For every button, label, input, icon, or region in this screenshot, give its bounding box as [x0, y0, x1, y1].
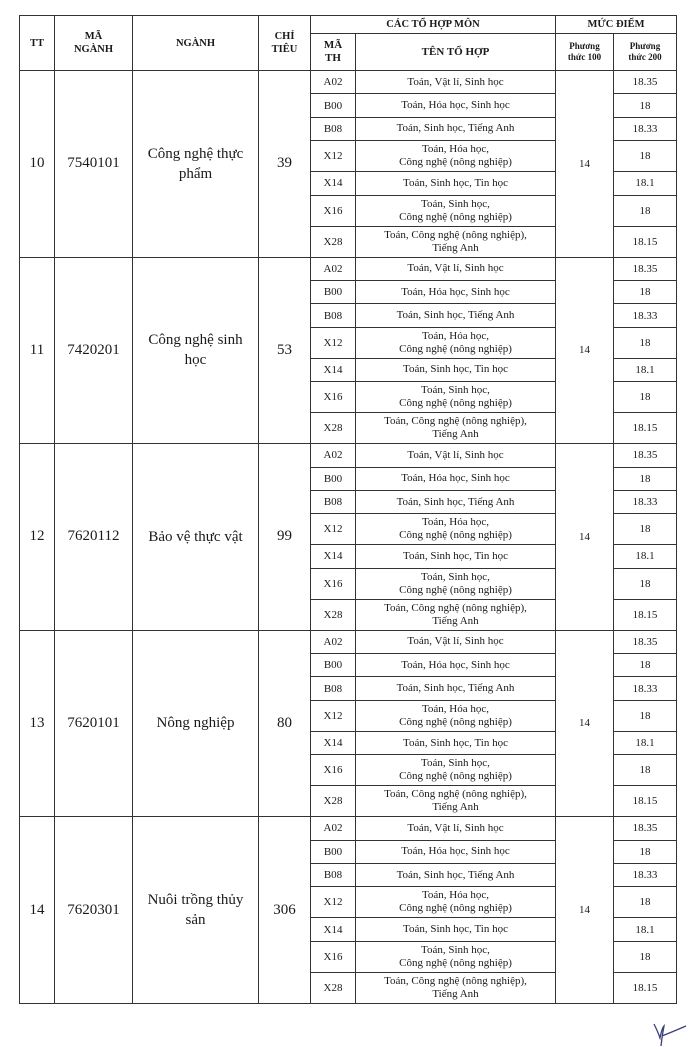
table-row — [20, 630, 677, 653]
table-row — [20, 71, 677, 94]
ten-to-hop-cell: Toán, Sinh học, Tiếng Anh — [356, 304, 556, 327]
nganh-cell: Nuôi trồng thủy sản — [133, 817, 259, 1004]
ten-to-hop-cell: Toán, Sinh học, Tin học — [356, 358, 556, 381]
ma-to-hop-cell: X16 — [311, 941, 356, 972]
table-row — [20, 817, 677, 840]
ten-to-hop-cell: Toán, Sinh học, Tiếng Anh — [356, 117, 556, 140]
pt200-cell: 18.35 — [614, 630, 677, 653]
header-chi-tieu: CHỈ TIÊU — [259, 16, 311, 71]
pt200-cell: 18.33 — [614, 117, 677, 140]
ten-to-hop-cell: Toán, Hóa học, Công nghệ (nông nghiệp) — [356, 327, 556, 358]
pt200-cell: 18 — [614, 94, 677, 117]
ma-to-hop-cell: B00 — [311, 654, 356, 677]
ten-to-hop-cell: Toán, Công nghệ (nông nghiệp), Tiếng Anh — [356, 226, 556, 257]
ma-to-hop-cell: B00 — [311, 280, 356, 303]
pt200-cell: 18 — [614, 327, 677, 358]
pt200-cell: 18.33 — [614, 864, 677, 887]
ma-to-hop-cell: X14 — [311, 545, 356, 568]
ma-to-hop-cell: X28 — [311, 786, 356, 817]
ma-to-hop-cell: X16 — [311, 382, 356, 413]
ma-to-hop-cell: B00 — [311, 94, 356, 117]
ma-to-hop-cell: B08 — [311, 304, 356, 327]
ma-to-hop-cell: X16 — [311, 755, 356, 786]
ten-to-hop-cell: Toán, Hóa học, Công nghệ (nông nghiệp) — [356, 887, 556, 918]
pt200-cell: 18.1 — [614, 918, 677, 941]
pt200-cell: 18 — [614, 382, 677, 413]
ten-to-hop-cell: Toán, Công nghệ (nông nghiệp), Tiếng Anh — [356, 972, 556, 1003]
pt200-cell: 18 — [614, 700, 677, 731]
ten-to-hop-cell: Toán, Hóa học, Sinh học — [356, 467, 556, 490]
ma-to-hop-cell: A02 — [311, 257, 356, 280]
header-ma-nganh: MÃ NGÀNH — [55, 16, 133, 71]
ma-to-hop-cell: A02 — [311, 444, 356, 467]
pt200-cell: 18.15 — [614, 972, 677, 1003]
ten-to-hop-cell: Toán, Hóa học, Sinh học — [356, 840, 556, 863]
ten-to-hop-cell: Toán, Hóa học, Sinh học — [356, 94, 556, 117]
pt200-cell: 18.35 — [614, 71, 677, 94]
ma-to-hop-cell: A02 — [311, 71, 356, 94]
nganh-cell: Công nghệ sinh học — [133, 257, 259, 444]
ma-to-hop-cell: B08 — [311, 677, 356, 700]
ma-to-hop-cell: X12 — [311, 514, 356, 545]
pt200-cell: 18 — [614, 467, 677, 490]
chi-tieu-cell: 53 — [259, 257, 311, 444]
header-ma-th: MÃ TH — [311, 34, 356, 71]
pt200-cell: 18 — [614, 941, 677, 972]
ma-to-hop-cell: X12 — [311, 700, 356, 731]
pt200-cell: 18 — [614, 514, 677, 545]
ma-nganh-cell: 7620101 — [55, 630, 133, 817]
stt-cell: 10 — [20, 71, 55, 258]
header-muc-diem: MỨC ĐIỂM — [556, 16, 677, 34]
pt200-cell: 18.15 — [614, 226, 677, 257]
ten-to-hop-cell: Toán, Công nghệ (nông nghiệp), Tiếng Anh — [356, 413, 556, 444]
chi-tieu-cell: 306 — [259, 817, 311, 1004]
pt200-cell: 18.33 — [614, 304, 677, 327]
ma-to-hop-cell: X14 — [311, 172, 356, 195]
pt200-cell: 18.35 — [614, 257, 677, 280]
pt100-cell: 14 — [556, 257, 614, 444]
ten-to-hop-cell: Toán, Sinh học, Công nghệ (nông nghiệp) — [356, 941, 556, 972]
ma-to-hop-cell: X28 — [311, 972, 356, 1003]
ma-to-hop-cell: X14 — [311, 358, 356, 381]
ma-to-hop-cell: X28 — [311, 413, 356, 444]
pt200-cell: 18.15 — [614, 413, 677, 444]
header-pt200: Phương thức 200 — [614, 34, 677, 71]
chi-tieu-cell: 99 — [259, 444, 311, 631]
pt200-cell: 18 — [614, 568, 677, 599]
signature-mark — [648, 1018, 688, 1047]
ma-to-hop-cell: B00 — [311, 840, 356, 863]
nganh-cell: Bảo vệ thực vật — [133, 444, 259, 631]
ma-to-hop-cell: X14 — [311, 918, 356, 941]
nganh-cell: Công nghệ thực phẩm — [133, 71, 259, 258]
ma-nganh-cell: 7540101 — [55, 71, 133, 258]
ten-to-hop-cell: Toán, Hóa học, Công nghệ (nông nghiệp) — [356, 700, 556, 731]
pt200-cell: 18.35 — [614, 444, 677, 467]
ma-to-hop-cell: X12 — [311, 327, 356, 358]
stt-cell: 13 — [20, 630, 55, 817]
ten-to-hop-cell: Toán, Sinh học, Tin học — [356, 172, 556, 195]
ten-to-hop-cell: Toán, Sinh học, Công nghệ (nông nghiệp) — [356, 382, 556, 413]
pt200-cell: 18.1 — [614, 545, 677, 568]
table-row — [20, 444, 677, 467]
ten-to-hop-cell: Toán, Sinh học, Công nghệ (nông nghiệp) — [356, 568, 556, 599]
ma-to-hop-cell: B08 — [311, 864, 356, 887]
header-nganh: NGÀNH — [133, 16, 259, 71]
table-row — [20, 257, 677, 280]
pt200-cell: 18.33 — [614, 490, 677, 513]
ma-to-hop-cell: X28 — [311, 226, 356, 257]
pt200-cell: 18.1 — [614, 172, 677, 195]
pt100-cell: 14 — [556, 444, 614, 631]
pt200-cell: 18 — [614, 755, 677, 786]
ten-to-hop-cell: Toán, Sinh học, Tin học — [356, 918, 556, 941]
pt200-cell: 18 — [614, 887, 677, 918]
pt200-cell: 18 — [614, 654, 677, 677]
ten-to-hop-cell: Toán, Vật lí, Sinh học — [356, 257, 556, 280]
pt200-cell: 18.15 — [614, 786, 677, 817]
ten-to-hop-cell: Toán, Vật lí, Sinh học — [356, 817, 556, 840]
ten-to-hop-cell: Toán, Sinh học, Công nghệ (nông nghiệp) — [356, 755, 556, 786]
ten-to-hop-cell: Toán, Công nghệ (nông nghiệp), Tiếng Anh — [356, 599, 556, 630]
pt200-cell: 18 — [614, 141, 677, 172]
ten-to-hop-cell: Toán, Sinh học, Công nghệ (nông nghiệp) — [356, 195, 556, 226]
pt100-cell: 14 — [556, 817, 614, 1004]
pt100-cell: 14 — [556, 71, 614, 258]
pt200-cell: 18.35 — [614, 817, 677, 840]
ma-to-hop-cell: A02 — [311, 817, 356, 840]
ten-to-hop-cell: Toán, Hóa học, Công nghệ (nông nghiệp) — [356, 514, 556, 545]
ma-to-hop-cell: A02 — [311, 630, 356, 653]
ma-nganh-cell: 7420201 — [55, 257, 133, 444]
chi-tieu-cell: 80 — [259, 630, 311, 817]
ten-to-hop-cell: Toán, Vật lí, Sinh học — [356, 630, 556, 653]
ten-to-hop-cell: Toán, Hóa học, Sinh học — [356, 280, 556, 303]
stt-cell: 12 — [20, 444, 55, 631]
ten-to-hop-cell: Toán, Công nghệ (nông nghiệp), Tiếng Anh — [356, 786, 556, 817]
pt200-cell: 18 — [614, 195, 677, 226]
header-tt: TT — [20, 16, 55, 71]
admission-score-table — [19, 15, 677, 1004]
stt-cell: 11 — [20, 257, 55, 444]
chi-tieu-cell: 39 — [259, 71, 311, 258]
pt200-cell: 18.1 — [614, 358, 677, 381]
pt200-cell: 18 — [614, 280, 677, 303]
ten-to-hop-cell: Toán, Sinh học, Tiếng Anh — [356, 677, 556, 700]
pt200-cell: 18.33 — [614, 677, 677, 700]
pt200-cell: 18 — [614, 840, 677, 863]
ten-to-hop-cell: Toán, Hóa học, Sinh học — [356, 654, 556, 677]
ma-to-hop-cell: X14 — [311, 731, 356, 754]
ten-to-hop-cell: Toán, Sinh học, Tiếng Anh — [356, 864, 556, 887]
header-ten-to-hop: TÊN TỔ HỢP — [356, 34, 556, 71]
ma-to-hop-cell: X16 — [311, 568, 356, 599]
ten-to-hop-cell: Toán, Sinh học, Tin học — [356, 731, 556, 754]
ten-to-hop-cell: Toán, Vật lí, Sinh học — [356, 71, 556, 94]
stt-cell: 14 — [20, 817, 55, 1004]
ma-to-hop-cell: X28 — [311, 599, 356, 630]
ma-to-hop-cell: B08 — [311, 490, 356, 513]
ma-to-hop-cell: B00 — [311, 467, 356, 490]
pt200-cell: 18.15 — [614, 599, 677, 630]
header-cac-to-hop-mon: CÁC TỔ HỢP MÔN — [311, 16, 556, 34]
ma-to-hop-cell: X16 — [311, 195, 356, 226]
ten-to-hop-cell: Toán, Vật lí, Sinh học — [356, 444, 556, 467]
ma-nganh-cell: 7620112 — [55, 444, 133, 631]
pt100-cell: 14 — [556, 630, 614, 817]
ma-nganh-cell: 7620301 — [55, 817, 133, 1004]
header-pt100: Phương thức 100 — [556, 34, 614, 71]
nganh-cell: Nông nghiệp — [133, 630, 259, 817]
ma-to-hop-cell: X12 — [311, 141, 356, 172]
ma-to-hop-cell: B08 — [311, 117, 356, 140]
ten-to-hop-cell: Toán, Sinh học, Tin học — [356, 545, 556, 568]
pt200-cell: 18.1 — [614, 731, 677, 754]
ten-to-hop-cell: Toán, Hóa học, Công nghệ (nông nghiệp) — [356, 141, 556, 172]
ma-to-hop-cell: X12 — [311, 887, 356, 918]
ten-to-hop-cell: Toán, Sinh học, Tiếng Anh — [356, 490, 556, 513]
